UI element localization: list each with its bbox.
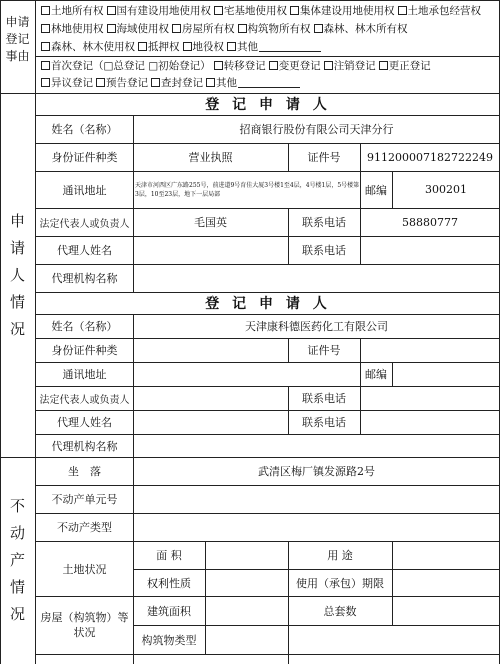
applicant1-address-value[interactable]: 天津市河西区广东路255号，前进道9号育佳大厦3号楼1至4层，4号楼1层，5号楼第3层，10至23层，地下一层局部	[135, 181, 360, 198]
grid-line	[288, 143, 289, 171]
grid-line	[360, 338, 361, 434]
checkbox[interactable]	[214, 61, 223, 70]
grid-line	[133, 314, 134, 664]
grid-line	[392, 541, 393, 625]
table-border-top	[0, 0, 500, 1]
unit-number-label: 不动产单元号	[51, 493, 118, 506]
address-label: 通讯地址	[62, 183, 107, 197]
total-units-label: 总套数	[323, 604, 357, 618]
checkbox[interactable]	[379, 61, 388, 70]
option-label: 森林、林木所有权	[323, 23, 408, 35]
grid-line	[36, 143, 500, 144]
checkbox[interactable]	[206, 78, 215, 87]
grid-line	[36, 362, 500, 363]
option-label: 国有建设用地使用权	[116, 5, 211, 17]
grid-line	[0, 457, 500, 458]
grid-line	[0, 93, 500, 94]
grid-line	[36, 596, 500, 597]
agent-name-label: 代理人姓名	[57, 416, 112, 429]
legal-rep-label: 法定代表人或负责人	[39, 218, 130, 230]
phone-label: 联系电话	[302, 216, 346, 229]
location-label: 坐 落	[68, 465, 101, 478]
option-label: 更正登记	[388, 60, 431, 72]
checkbox[interactable]	[269, 61, 278, 70]
option-label: 查封登记	[161, 77, 203, 89]
id-type-label: 身份证件种类	[51, 344, 118, 357]
grid-line	[288, 386, 289, 434]
option-label: 房屋所有权	[182, 23, 235, 35]
rights-options-row3	[36, 38, 500, 55]
grid-line	[36, 314, 500, 315]
checkbox[interactable]	[172, 24, 181, 33]
grid-line	[392, 171, 393, 208]
grid-line	[35, 0, 36, 664]
id-type-label: 身份证件种类	[51, 151, 118, 164]
checkbox[interactable]	[324, 61, 333, 70]
rights-options-row2	[36, 20, 500, 37]
grid-line	[36, 434, 500, 435]
grid-line	[36, 115, 500, 116]
grid-line	[36, 410, 500, 411]
option-label: 转移登记	[223, 60, 266, 72]
registration-types-row1	[36, 57, 500, 74]
grid-line	[36, 208, 500, 209]
option-label: 注销登记	[333, 60, 376, 72]
other-blank-line[interactable]	[259, 42, 321, 52]
applicant1-name-value[interactable]: 招商银行股份有限公司天津分行	[239, 123, 394, 136]
option-label: 其他	[237, 41, 258, 53]
option-label: 变更登记	[278, 60, 321, 72]
agent-name-label: 代理人姓名	[57, 244, 112, 257]
registration-types-row2	[36, 74, 500, 91]
checkbox[interactable]	[151, 78, 160, 87]
checkbox[interactable]	[41, 42, 50, 51]
option-label: 预告登记	[106, 77, 148, 89]
phone-label: 联系电话	[302, 244, 346, 257]
option-label: 林地使用权	[51, 23, 104, 35]
location-value[interactable]: 武清区梅厂镇发源路2号	[258, 465, 375, 478]
grid-line	[36, 654, 500, 655]
area-label: 面 积	[156, 549, 182, 562]
structure-type-label: 构筑物类型	[141, 633, 197, 647]
applicant1-id-type-value[interactable]: 营业执照	[188, 151, 233, 164]
postcode-label: 邮编	[365, 183, 387, 197]
option-label: 抵押权	[148, 41, 180, 53]
table-border-left	[0, 0, 1, 664]
option-label: 森林、林木使用权	[51, 41, 135, 53]
house-status-label: 房屋（构筑物）等状况	[40, 611, 129, 639]
option-label: 首次登记（□总登记 □初始登记）	[51, 60, 211, 72]
checkbox[interactable]	[41, 78, 50, 87]
grid-line	[288, 541, 289, 664]
grid-line	[36, 171, 500, 172]
checkbox[interactable]	[96, 78, 105, 87]
rights-options-row1	[36, 2, 500, 19]
event-section-label: 申请登记事由	[5, 14, 30, 63]
checkbox[interactable]	[238, 24, 247, 33]
property-side-label: 不动产情况	[9, 497, 25, 623]
phone-label: 联系电话	[302, 392, 346, 405]
checkbox[interactable]	[227, 42, 236, 51]
land-status-label: 土地状况	[62, 562, 107, 576]
option-label: 构筑物所有权	[247, 23, 311, 35]
grid-line	[36, 264, 500, 265]
option-label: 集体建设用地使用权	[300, 5, 395, 17]
property-type-label: 不动产类型	[57, 521, 112, 534]
applicant1-id-number-value[interactable]: 911200007182722249	[367, 150, 493, 164]
applicant1-header: 登 记 申 请 人	[205, 97, 331, 113]
id-number-label: 证件号	[307, 151, 341, 164]
applicant2-header: 登 记 申 请 人	[205, 296, 331, 312]
option-label: 其他	[216, 77, 237, 89]
option-label: 宅基地使用权	[224, 5, 287, 17]
grid-line	[36, 292, 500, 293]
grid-line	[36, 513, 500, 514]
checkbox[interactable]	[290, 6, 299, 15]
right-nature-label: 权利性质	[147, 576, 191, 590]
use-label: 用 途	[327, 549, 353, 562]
option-label: 土地所有权	[51, 5, 104, 17]
checkbox[interactable]	[183, 42, 192, 51]
applicant-side-label: 申请人情况	[9, 211, 25, 338]
applicant1-phone-value[interactable]: 58880777	[402, 215, 458, 229]
address-label: 通讯地址	[62, 368, 107, 381]
grid-line	[288, 208, 289, 264]
name-label: 姓名（名称）	[51, 320, 118, 333]
name-label: 姓名（名称）	[51, 123, 118, 136]
checkbox[interactable]	[107, 24, 116, 33]
grid-line	[288, 338, 289, 362]
applicant1-legal-rep-value[interactable]: 毛国英	[194, 216, 227, 229]
building-area-label: 建筑面积	[147, 604, 191, 618]
option-label: 异议登记	[51, 77, 93, 89]
checkbox[interactable]	[107, 6, 116, 15]
checkbox[interactable]	[314, 24, 323, 33]
grid-line	[36, 338, 500, 339]
other-blank-line[interactable]	[238, 78, 300, 88]
agent-org-label: 代理机构名称	[51, 439, 118, 453]
postcode-label: 邮编	[365, 368, 387, 381]
checkbox[interactable]	[41, 61, 50, 70]
checkbox[interactable]	[41, 6, 50, 15]
grid-line	[36, 236, 500, 237]
grid-line	[36, 386, 500, 387]
grid-line	[392, 362, 393, 386]
id-number-label: 证件号	[307, 344, 341, 357]
grid-line	[133, 569, 500, 570]
grid-line	[36, 485, 500, 486]
checkbox[interactable]	[398, 6, 407, 15]
use-period-label: 使用（承包）期限	[296, 576, 384, 590]
option-label: 地役权	[192, 41, 224, 53]
grid-line	[133, 625, 500, 626]
agent-org-label: 代理机构名称	[51, 272, 118, 285]
grid-line	[36, 541, 500, 542]
legal-rep-label: 法定代表人或负责人	[39, 394, 130, 406]
option-label: 土地承包经营权	[407, 5, 481, 17]
option-label: 海域使用权	[116, 23, 169, 35]
checkbox[interactable]	[41, 24, 50, 33]
grid-line	[360, 143, 361, 264]
checkbox[interactable]	[214, 6, 223, 15]
checkbox[interactable]	[138, 42, 147, 51]
grid-line	[36, 56, 500, 57]
grid-line	[133, 115, 134, 292]
grid-line	[205, 541, 206, 654]
phone-label: 联系电话	[302, 416, 346, 429]
applicant1-postcode-value[interactable]: 300201	[425, 183, 467, 196]
applicant2-name-value[interactable]: 天津康科德医药化工有限公司	[245, 320, 388, 333]
